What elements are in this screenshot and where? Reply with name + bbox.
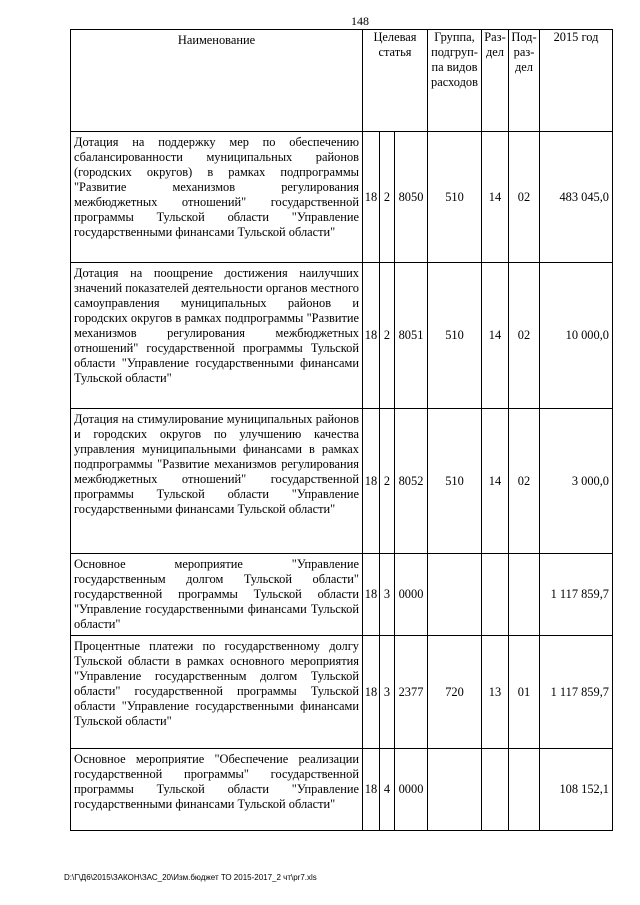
header-name: Наименование xyxy=(71,30,363,132)
row-subsection: 02 xyxy=(509,263,540,409)
row-section: 13 xyxy=(482,636,509,749)
row-name: Основное мероприятие "Обеспечение реализации государственной программы" государственной программы Тульской области "Управление государственными финансами Тульской области" xyxy=(71,749,363,831)
row-section xyxy=(482,554,509,636)
row-cs1: 18 xyxy=(363,749,380,831)
table-row xyxy=(71,132,613,263)
row-name: Дотация на поощрение достижения наилучших значений показателей деятельности органов местного самоуправления муниципальных районов и городских округов в рамках подпрограммы "Развитие механизмов регулирования межбюджетных отношений" государственной программы Тульской области "Управление государственными финансами Тульской области" xyxy=(71,263,363,409)
row-group xyxy=(428,554,482,636)
row-group: 510 xyxy=(428,263,482,409)
page-number: 148 xyxy=(351,14,369,28)
row-subsection: 02 xyxy=(509,132,540,263)
row-cs1: 18 xyxy=(363,263,380,409)
row-amount: 483 045,0 xyxy=(540,132,613,263)
table-row xyxy=(71,409,613,554)
row-amount: 10 000,0 xyxy=(540,263,613,409)
row-amount: 1 117 859,7 xyxy=(540,636,613,749)
row-cs2: 3 xyxy=(380,554,395,636)
header-group: Группа, подгруп-па видов расходов xyxy=(428,30,482,132)
header-subsection: Под-раз-дел xyxy=(509,30,540,132)
row-section: 14 xyxy=(482,132,509,263)
row-cs2: 2 xyxy=(380,263,395,409)
row-subsection xyxy=(509,749,540,831)
row-name: Дотация на поддержку мер по обеспечению сбалансированности муниципальных районов (городских округов) в рамках подпрограммы "Развитие механизмов регулирования межбюджетных отношений" государственной программы Тульской области "Управление государственными финансами Тульской области" xyxy=(71,132,363,263)
table-row xyxy=(71,749,613,831)
row-section: 14 xyxy=(482,409,509,554)
footer-file-path: D:\Г\Д6\2015\ЗАКОН\ЗАС_20\Изм.бюджет ТО 2015-2017_2 чт\pr7.xls xyxy=(64,873,317,882)
row-cs2: 3 xyxy=(380,636,395,749)
row-cs3: 8050 xyxy=(395,132,428,263)
row-section xyxy=(482,749,509,831)
row-name: Основное мероприятие "Управление государственным долгом Тульской области" государственной программы Тульской области "Управление государственными финансами Тульской области" xyxy=(71,554,363,636)
row-cs3: 8051 xyxy=(395,263,428,409)
row-cs2: 4 xyxy=(380,749,395,831)
row-cs3: 0000 xyxy=(395,749,428,831)
budget-table xyxy=(70,29,613,831)
table-row xyxy=(71,554,613,636)
row-name: Дотация на стимулирование муниципальных районов и городских округов по улучшению качества управления муниципальными финансами в рамках подпрограммы "Развитие механизмов регулирования межбюджетных отношений" государственной программы Тульской области "Управление государственными финансами Тульской области" xyxy=(71,409,363,554)
row-subsection: 01 xyxy=(509,636,540,749)
table-row xyxy=(71,263,613,409)
header-target-article: Целевая статья xyxy=(363,30,428,132)
table-header-row xyxy=(71,30,613,132)
row-group: 510 xyxy=(428,132,482,263)
row-subsection xyxy=(509,554,540,636)
row-amount: 108 152,1 xyxy=(540,749,613,831)
row-subsection: 02 xyxy=(509,409,540,554)
row-group: 510 xyxy=(428,409,482,554)
row-amount: 3 000,0 xyxy=(540,409,613,554)
row-cs3: 8052 xyxy=(395,409,428,554)
row-cs3: 2377 xyxy=(395,636,428,749)
row-cs3: 0000 xyxy=(395,554,428,636)
row-group xyxy=(428,749,482,831)
row-section: 14 xyxy=(482,263,509,409)
row-cs2: 2 xyxy=(380,409,395,554)
row-cs1: 18 xyxy=(363,554,380,636)
row-cs2: 2 xyxy=(380,132,395,263)
row-amount: 1 117 859,7 xyxy=(540,554,613,636)
row-cs1: 18 xyxy=(363,409,380,554)
table-row xyxy=(71,636,613,749)
row-name: Процентные платежи по государственному долгу Тульской области в рамках основного мероприятия "Управление государственным долгом Тульской области" государственной программы Тульской области "Управление государственными финансами Тульской области" xyxy=(71,636,363,749)
row-cs1: 18 xyxy=(363,636,380,749)
header-section: Раз-дел xyxy=(482,30,509,132)
header-year: 2015 год xyxy=(540,30,613,132)
row-group: 720 xyxy=(428,636,482,749)
row-cs1: 18 xyxy=(363,132,380,263)
